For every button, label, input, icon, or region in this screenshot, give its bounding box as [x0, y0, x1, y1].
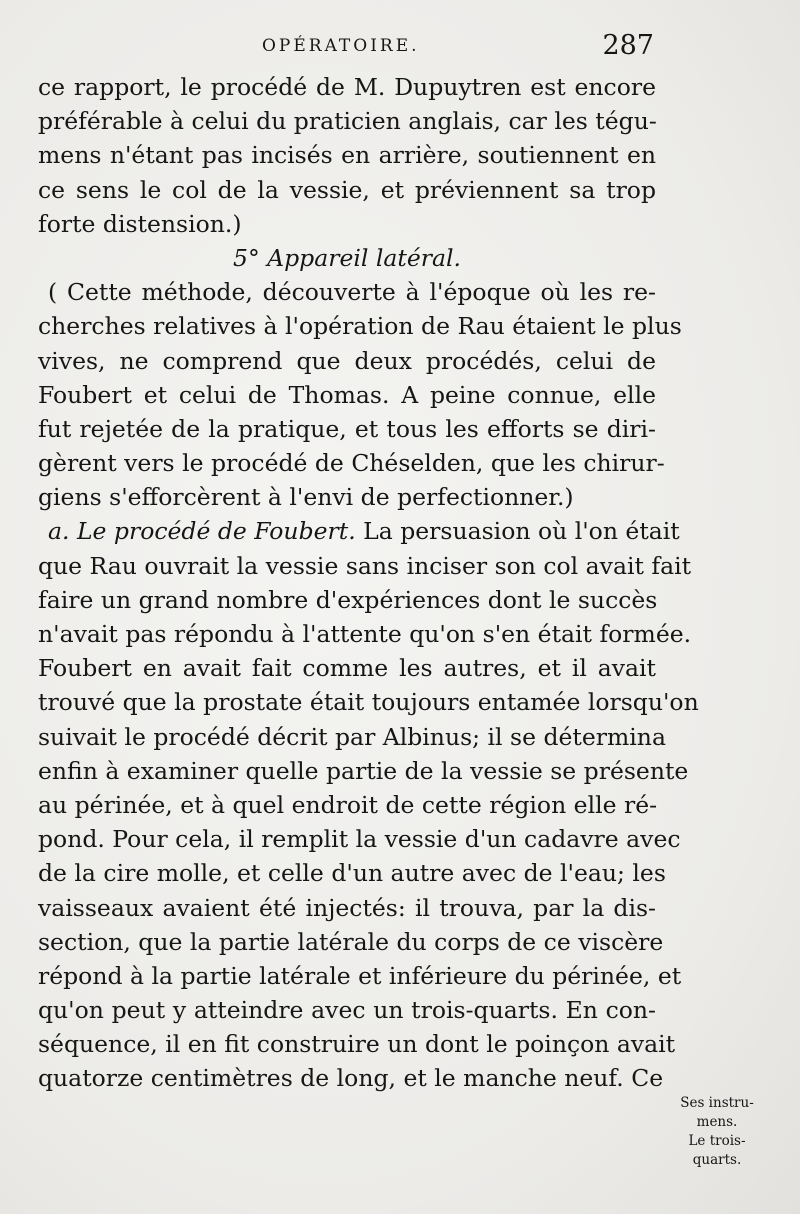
- text-line: répond à la partie latérale et inférieure du périnée, et: [38, 961, 682, 990]
- text-line: forte distension.): [38, 209, 242, 238]
- text-line: que Rau ouvrait la vessie sans inciser son col avait fait: [38, 551, 692, 580]
- section-heading: [38, 241, 656, 275]
- margin-note: [668, 1094, 766, 1170]
- text-line: vives, ne comprend que deux procédés, celui de: [38, 346, 656, 375]
- margin-note-line: Ses instru-: [680, 1095, 754, 1111]
- margin-note-line: quarts.: [692, 1152, 742, 1168]
- text-line: vaisseaux avaient été injectés: il trouva, par la dis-: [38, 893, 656, 922]
- text-line: fut rejetée de la pratique, et tous les efforts se diri-: [38, 414, 656, 443]
- text-line: mens n'étant pas incisés en arrière, soutiennent en: [38, 141, 656, 170]
- text-line: gèrent vers le procédé de Chéselden, que les chirur-: [38, 449, 665, 478]
- text-line: ce rapport, le procédé de M. Dupuytren est encore: [38, 73, 656, 101]
- text-line: pond. Pour cela, il remplit la vessie d'un cadavre avec: [38, 825, 681, 854]
- text-line: au périnée, et à quel endroit de cette région elle ré-: [38, 790, 658, 819]
- text-line: giens s'efforcèrent à l'envi de perfectionner.): [38, 483, 574, 512]
- text-line: section, que la partie latérale du corps de ce viscère: [38, 927, 664, 956]
- margin-note-line: mens.: [696, 1114, 738, 1130]
- body-text: [38, 70, 699, 1096]
- text-line: Foubert et celui de Thomas. A peine connue, elle: [38, 380, 656, 409]
- text-line: préférable à celui du praticien anglais, car les tégu-: [38, 107, 657, 136]
- subsection-line: a. Le procédé de Foubert. La persuasion où l'on était: [48, 517, 680, 546]
- section-heading-text: 5° Appareil latéral.: [233, 243, 461, 272]
- text-line: faire un grand nombre d'expériences dont le succès: [38, 585, 658, 614]
- text-line: suivait le procédé décrit par Albinus; il se détermina: [38, 722, 666, 751]
- text-line: n'avait pas répondu à l'attente qu'on s'en était formée.: [38, 620, 692, 648]
- text-line: cherches relatives à l'opération de Rau étaient le plus: [38, 312, 682, 341]
- text-line: qu'on peut y atteindre avec un trois-quarts. En con-: [38, 996, 656, 1025]
- running-head: OPÉRATOIRE.: [262, 36, 420, 56]
- subsection-title: a. Le procédé de Foubert.: [48, 517, 356, 546]
- text-line: Foubert en avait fait comme les autres, et il avait: [38, 654, 656, 683]
- text-line: ( Cette méthode, découverte à l'époque où les re-: [48, 278, 656, 307]
- margin-note-line: Le trois-: [688, 1133, 746, 1149]
- text-line: séquence, il en fit construire un dont le poinçon avait: [38, 1030, 676, 1059]
- text-line: enfin à examiner quelle partie de la vessie se présente: [38, 756, 689, 785]
- text-line: trouvé que la prostate était toujours entamée lorsqu'on: [38, 688, 699, 717]
- page-number: 287: [602, 30, 654, 61]
- text-line: quatorze centimètres de long, et le manche neuf. Ce: [38, 1064, 664, 1093]
- page-header: [40, 30, 660, 66]
- text-line: ce sens le col de la vessie, et préviennent sa trop: [38, 175, 656, 204]
- text-line: de la cire molle, et celle d'un autre avec de l'eau; les: [38, 859, 666, 888]
